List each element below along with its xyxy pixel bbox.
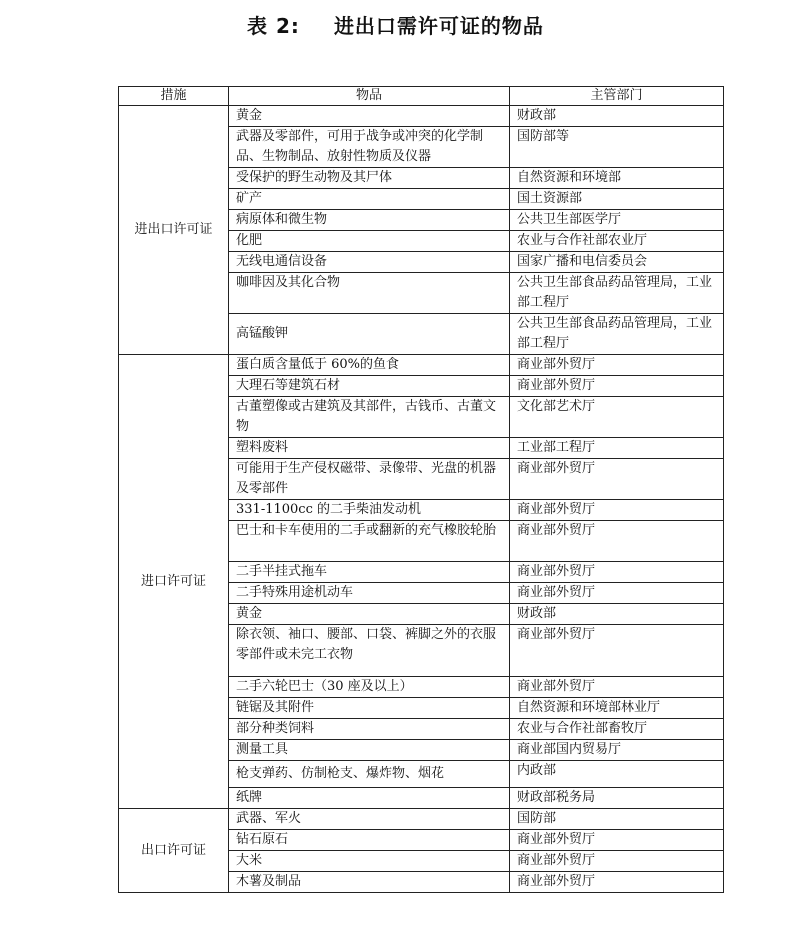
header-item: 物品 [229, 87, 510, 106]
item-cell: 化肥 [229, 231, 510, 252]
item-cell: 黄金 [229, 604, 510, 625]
header-measure: 措施 [119, 87, 229, 106]
item-cell: 古董塑像或古建筑及其部件，古钱币、古董文物 [229, 397, 510, 438]
dept-cell: 国防部等 [510, 127, 724, 168]
dept-cell: 农业与合作社部畜牧厅 [510, 719, 724, 740]
item-cell: 链锯及其附件 [229, 698, 510, 719]
dept-cell: 财政部 [510, 604, 724, 625]
dept-cell: 公共卫生部食品药品管理局，工业部工程厅 [510, 314, 724, 355]
table-row [119, 106, 724, 127]
item-cell: 部分种类饲料 [229, 719, 510, 740]
measure-cell: 进出口许可证 [119, 106, 229, 355]
item-cell: 塑料废料 [229, 438, 510, 459]
title-prefix: 表 2: [247, 14, 300, 38]
dept-cell: 商业部外贸厅 [510, 830, 724, 851]
dept-cell: 商业部外贸厅 [510, 355, 724, 376]
dept-cell: 商业部外贸厅 [510, 562, 724, 583]
dept-cell: 农业与合作社部农业厅 [510, 231, 724, 252]
dept-cell: 商业部外贸厅 [510, 872, 724, 893]
item-cell: 巴士和卡车使用的二手或翻新的充气橡胶轮胎 [229, 521, 510, 562]
item-cell: 木薯及制品 [229, 872, 510, 893]
dept-cell: 自然资源和环境部 [510, 168, 724, 189]
item-cell: 枪支弹药、仿制枪支、爆炸物、烟花 [229, 761, 510, 788]
item-cell: 病原体和微生物 [229, 210, 510, 231]
dept-cell: 文化部艺术厅 [510, 397, 724, 438]
item-cell: 测量工具 [229, 740, 510, 761]
table-body [119, 106, 724, 893]
item-cell: 受保护的野生动物及其尸体 [229, 168, 510, 189]
item-cell: 除衣领、袖口、腰部、口袋、裤脚之外的衣服零部件或未完工衣物 [229, 625, 510, 677]
item-cell: 武器、军火 [229, 809, 510, 830]
dept-cell: 内政部 [510, 761, 724, 788]
item-cell: 二手六轮巴士（30 座及以上） [229, 677, 510, 698]
dept-cell: 商业部外贸厅 [510, 500, 724, 521]
header-dept: 主管部门 [510, 87, 724, 106]
dept-cell: 商业部外贸厅 [510, 677, 724, 698]
item-cell: 矿产 [229, 189, 510, 210]
table-row [119, 355, 724, 376]
dept-cell: 自然资源和环境部林业厅 [510, 698, 724, 719]
item-cell: 钻石原石 [229, 830, 510, 851]
dept-cell: 商业部外贸厅 [510, 376, 724, 397]
dept-cell: 国家广播和电信委员会 [510, 252, 724, 273]
title-text: 进出口需许可证的物品 [333, 14, 544, 38]
item-cell: 331-1100cc 的二手柴油发动机 [229, 500, 510, 521]
permit-table [118, 86, 724, 893]
dept-cell: 财政部 [510, 106, 724, 127]
dept-cell: 商业部国内贸易厅 [510, 740, 724, 761]
measure-cell: 出口许可证 [119, 809, 229, 893]
item-cell: 高锰酸钾 [229, 314, 510, 355]
item-cell: 黄金 [229, 106, 510, 127]
dept-cell: 商业部外贸厅 [510, 521, 724, 562]
page-title [0, 10, 791, 39]
item-cell: 纸牌 [229, 788, 510, 809]
dept-cell: 公共卫生部食品药品管理局，工业部工程厅 [510, 273, 724, 314]
item-cell: 无线电通信设备 [229, 252, 510, 273]
dept-cell: 商业部外贸厅 [510, 625, 724, 677]
item-cell: 蛋白质含量低于 60%的鱼食 [229, 355, 510, 376]
dept-cell: 国土资源部 [510, 189, 724, 210]
dept-cell: 财政部税务局 [510, 788, 724, 809]
dept-cell: 国防部 [510, 809, 724, 830]
item-cell: 可能用于生产侵权磁带、录像带、光盘的机器及零部件 [229, 459, 510, 500]
dept-cell: 公共卫生部医学厅 [510, 210, 724, 231]
dept-cell: 商业部外贸厅 [510, 459, 724, 500]
item-cell: 二手半挂式拖车 [229, 562, 510, 583]
dept-cell: 工业部工程厅 [510, 438, 724, 459]
item-cell: 咖啡因及其化合物 [229, 273, 510, 314]
item-cell: 大米 [229, 851, 510, 872]
table-row [119, 809, 724, 830]
table-header-row [119, 87, 724, 106]
dept-cell: 商业部外贸厅 [510, 583, 724, 604]
item-cell: 大理石等建筑石材 [229, 376, 510, 397]
item-cell: 武器及零部件，可用于战争或冲突的化学制品、生物制品、放射性物质及仪器 [229, 127, 510, 168]
item-cell: 二手特殊用途机动车 [229, 583, 510, 604]
measure-cell: 进口许可证 [119, 355, 229, 809]
dept-cell: 商业部外贸厅 [510, 851, 724, 872]
